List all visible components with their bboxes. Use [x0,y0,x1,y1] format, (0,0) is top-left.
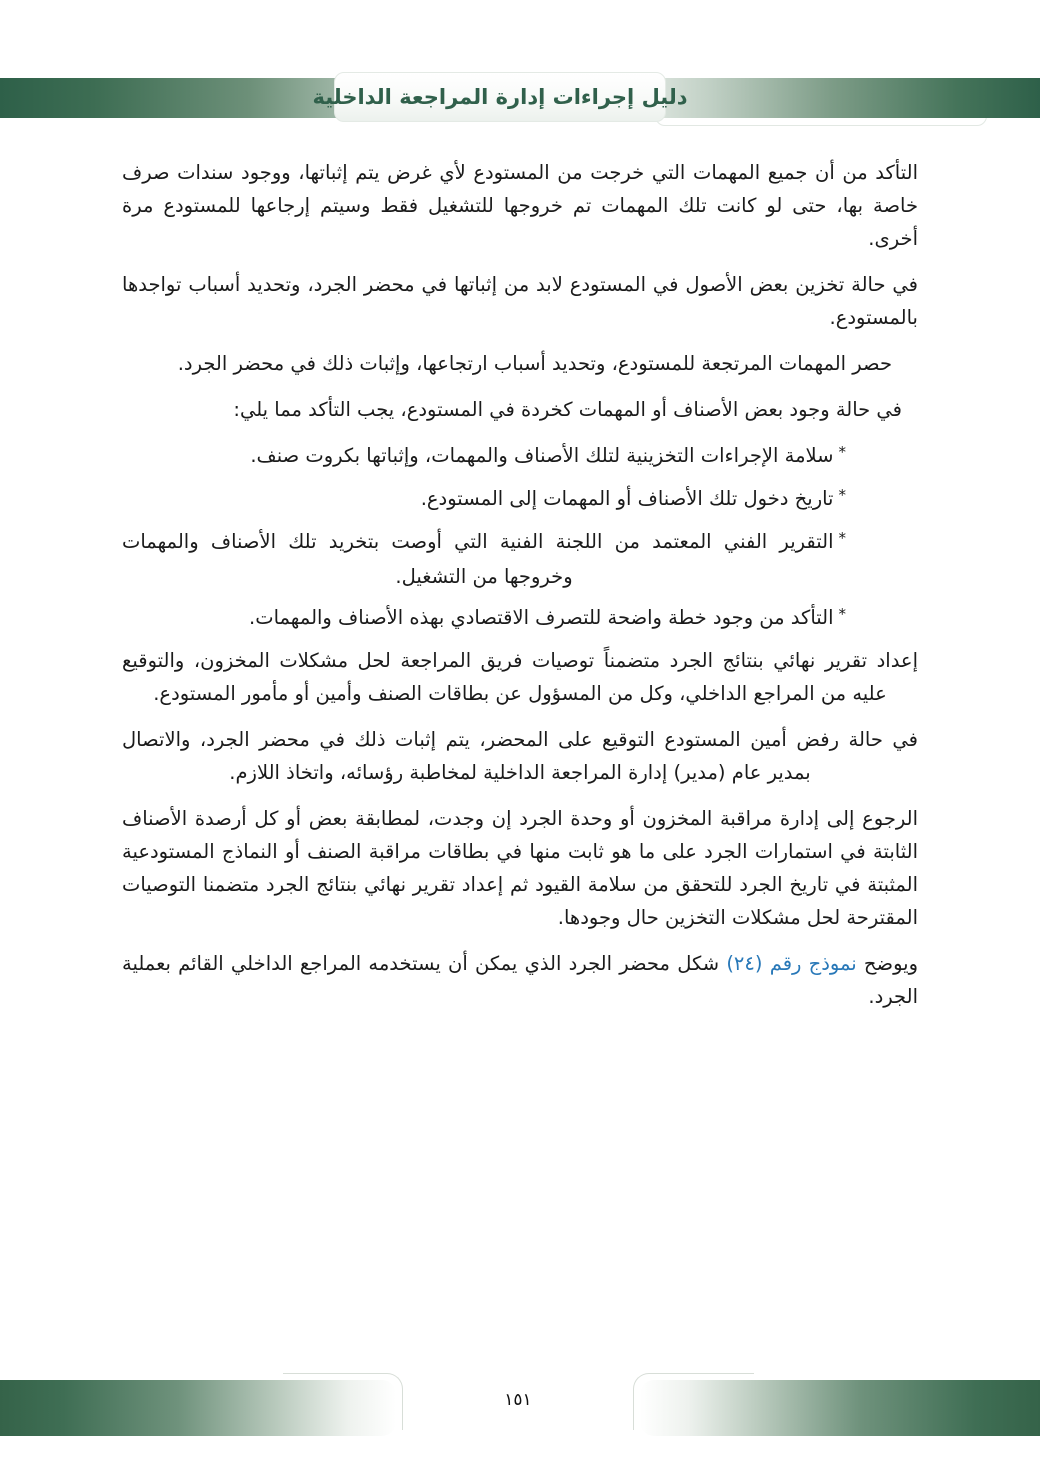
form-24-reference-link[interactable]: نموذج رقم (٢٤) [726,952,857,975]
bullet-marker: * [838,443,846,461]
bullet-text: تاريخ دخول تلك الأصناف أو المهمات إلى المستودع. [420,487,834,510]
bullet-item-disposal-plan [122,601,846,636]
bullet-text: التأكد من وجود خطة واضحة للتصرف الاقتصادي بهذه الأصناف والمهمات. [249,606,834,629]
bullet-marker: * [838,529,846,547]
paragraph-stored-assets: في حالة تخزين بعض الأصول في المستودع لابد من إثباتها في محضر الجرد، وتحديد أسباب تواجدها بالمستودع. [122,273,918,329]
bullet-item-storage-procedures [122,439,846,474]
closing-prefix: ويوضح [856,952,918,975]
bullet-text: التقرير الفني المعتمد من اللجنة الفنية التي أوصت بتخريد تلك الأصناف والمهمات وخروجها من التشغيل. [122,530,834,588]
footer-band-left [0,1380,396,1436]
paragraph-final-report: إعداد تقرير نهائي بنتائج الجرد متضمناً توصيات فريق المراجعة لحل مشكلات المخزون، والتوقيع عليه من المراجع الداخلي، وكل من المسؤول عن بطاقات الصنف وأمين أو مأمور المستودع. [122,649,918,705]
paragraph-inventory-control-check: الرجوع إلى إدارة مراقبة المخزون أو وحدة الجرد إن وجدت، لمطابقة بعض أو كل أرصدة الأصناف الثابتة في استمارات الجرد على ما هو ثابت منها في بطاقات مراقبة الصنف أو النماذج المستودعية المثبتة في تاريخ الجرد للتحقق من سلامة القيود ثم إعداد تقرير نهائي بنتائج الجرد متضمنا التوصيات المقترحة لحل مشكلات التخزين حال وجودها. [122,807,918,929]
footer-band-right [640,1380,1040,1436]
page-number: ١٥١ [504,1390,532,1410]
bullet-marker: * [838,605,846,623]
paragraph-items-left-warehouse: التأكد من أن جميع المهمات التي خرجت من المستودع لأي غرض يتم إثباتها، ووجود سندات صرف خاصة بها، حتى لو كانت تلك المهمات تم خروجها للتشغيل فقط وسيتم إرجاعها للمستودع مرة أخرى. [122,161,918,250]
paragraph-signature-refusal: في حالة رفض أمين المستودع التوقيع على المحضر، يتم إثبات ذلك في محضر الجرد، والاتصال بمدير عام (مدير) إدارة المراجعة الداخلية لمخاطبة رؤسائه، واتخاذ اللازم. [122,728,918,784]
bullet-marker: * [838,486,846,504]
paragraph-returned-items: حصر المهمات المرتجعة للمستودع، وتحديد أسباب ارتجاعها، وإثبات ذلك في محضر الجرد. [177,352,892,375]
bullet-item-technical-report [122,525,846,593]
paragraph-form-reference [122,947,918,1013]
bullet-text: سلامة الإجراءات التخزينية لتلك الأصناف والمهمات، وإثباتها بكروت صنف. [250,444,834,467]
document-body [122,156,918,1026]
paragraph-scrap-intro: في حالة وجود بعض الأصناف أو المهمات كخردة في المستودع، يجب التأكد مما يلي: [233,398,902,421]
header-title-tab [312,72,688,122]
page-title: دليل إجراءات إدارة المراجعة الداخلية [312,85,688,109]
bullet-item-entry-date [122,482,846,517]
closing-suffix: شكل محضر الجرد الذي يمكن أن يستخدمه المراجع الداخلي القائم بعملية الجرد. [122,952,918,1008]
